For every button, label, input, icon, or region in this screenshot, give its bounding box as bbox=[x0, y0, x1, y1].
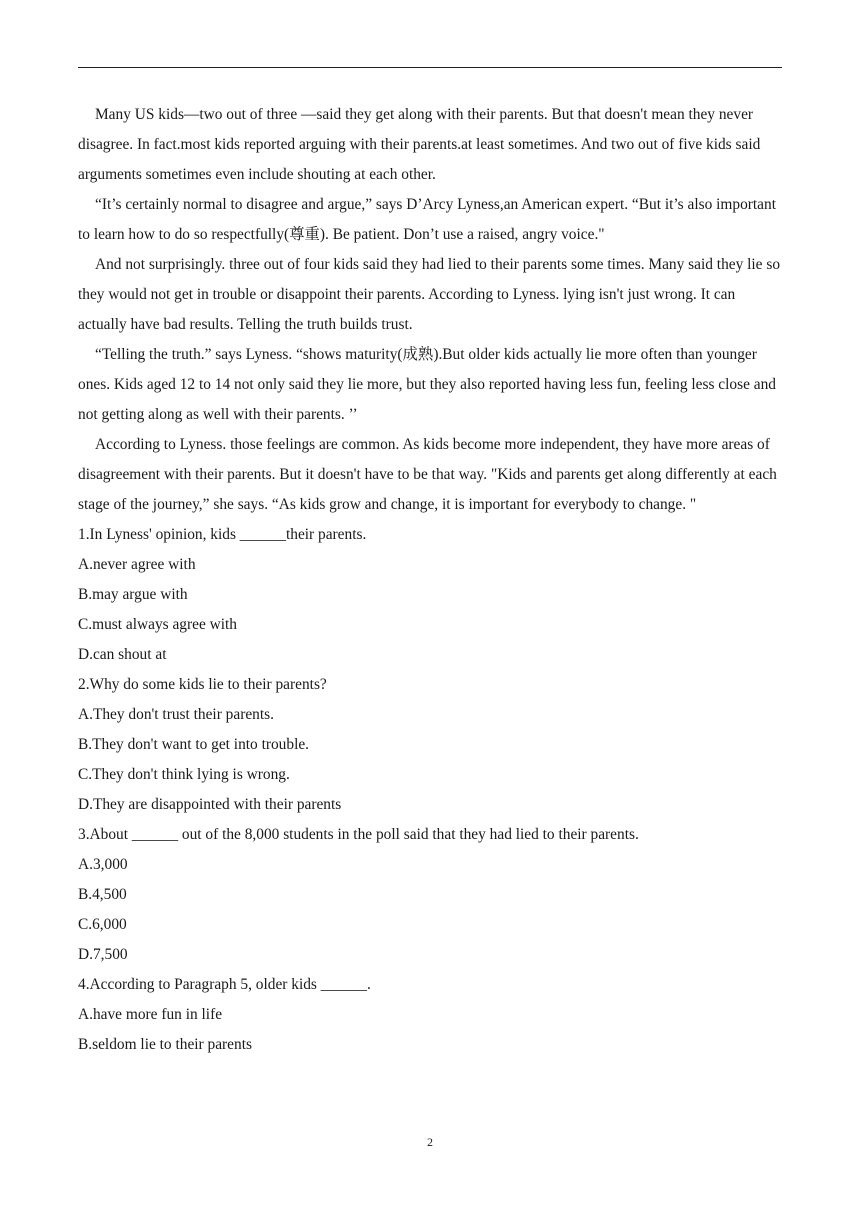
question-stem: 2.Why do some kids lie to their parents? bbox=[78, 676, 327, 693]
question-4 bbox=[78, 970, 784, 1060]
answer-option: C.6,000 bbox=[78, 916, 127, 933]
answer-option: D.can shout at bbox=[78, 646, 167, 663]
document-body bbox=[78, 100, 784, 1060]
passage-paragraph: “Telling the truth.” says Lyness. “shows maturity(成熟).But older kids actually lie more often than younger ones. Kids aged 12 to 14 not only said they lie more, but they also reported having less fun, feeling less close and not getting along as well with their parents. ’’ bbox=[78, 346, 776, 423]
answer-option: B.They don't want to get into trouble. bbox=[78, 736, 310, 753]
answer-option: A.3,000 bbox=[78, 856, 128, 873]
question-2 bbox=[78, 670, 784, 820]
answer-option: B.4,500 bbox=[78, 886, 127, 903]
passage-paragraph: And not surprisingly. three out of four kids said they had lied to their parents some times. Many said they lie so they would not get in trouble or disappoint their parents. According to Lyness. lying isn't just wrong. It can actually have bad results. Telling the truth builds trust. bbox=[78, 256, 781, 333]
passage-paragraph: Many US kids—two out of three —said they get along with their parents. But that doesn't mean they never disagree. In fact.most kids reported arguing with their parents.at least sometimes. And two out of five kids said arguments sometimes even include shouting at each other. bbox=[78, 106, 761, 183]
question-stem: 4.According to Paragraph 5, older kids ______. bbox=[78, 976, 371, 993]
passage-paragraph: According to Lyness. those feelings are common. As kids become more independent, they have more areas of disagreement with their parents. But it doesn't have to be that way. "Kids and parents get along differently at each stage of the journey,” she says. “As kids grow and change, it is important for everybody to change. " bbox=[78, 436, 777, 513]
answer-option: A.have more fun in life bbox=[78, 1006, 223, 1023]
question-3 bbox=[78, 820, 784, 970]
question-stem: 1.In Lyness' opinion, kids ______their parents. bbox=[78, 526, 367, 543]
question-stem: 3.About ______ out of the 8,000 students in the poll said that they had lied to their parents. bbox=[78, 826, 639, 843]
passage-paragraph: “It’s certainly normal to disagree and argue,” says D’Arcy Lyness,an American expert. “But it’s also important to learn how to do so respectfully(尊重). Be patient. Don’t use a raised, angry voice." bbox=[78, 196, 776, 243]
answer-option: C.must always agree with bbox=[78, 616, 238, 633]
answer-option: A.never agree with bbox=[78, 556, 196, 573]
answer-option: C.They don't think lying is wrong. bbox=[78, 766, 290, 783]
answer-option: B.seldom lie to their parents bbox=[78, 1036, 252, 1053]
answer-option: A.They don't trust their parents. bbox=[78, 706, 274, 723]
answer-option: D.They are disappointed with their parents bbox=[78, 796, 342, 813]
answer-option: B.may argue with bbox=[78, 586, 188, 603]
question-1 bbox=[78, 520, 784, 670]
page-number: 2 bbox=[427, 1135, 433, 1149]
reading-passage bbox=[78, 100, 784, 520]
header-rule bbox=[78, 67, 782, 68]
answer-option: D.7,500 bbox=[78, 946, 128, 963]
